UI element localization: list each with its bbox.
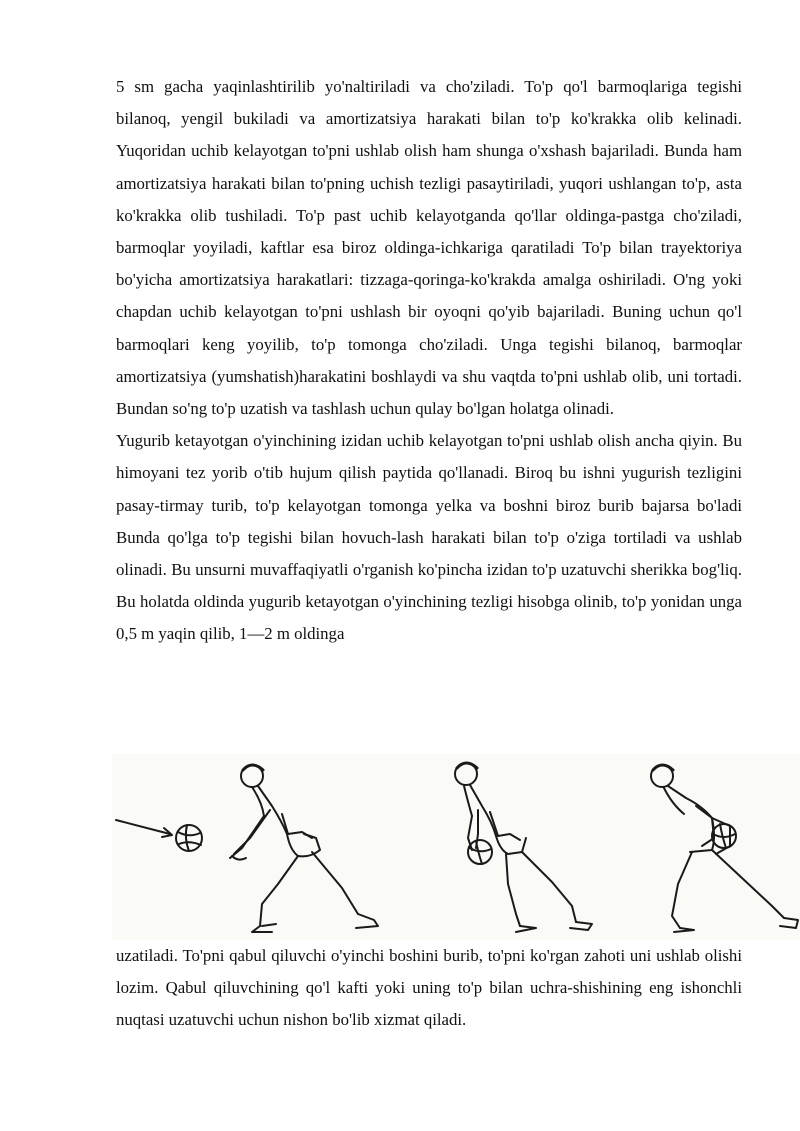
text-block-bottom (116, 940, 742, 1037)
player-figure-3 (651, 765, 798, 932)
illustration-svg (112, 754, 800, 940)
ball-catching-illustration (112, 754, 800, 940)
text-block-top (116, 71, 742, 651)
player-figure-2 (455, 763, 592, 932)
trajectory-arrow-icon (116, 820, 172, 837)
paragraph-2: Yugurib ketayotgan o'yinchining izidan uchib kelayotgan to'pni ushlab olish ancha qiyin. Bu himoyani tez yorib o'tib hujum qilish paytida qo'llanadi. Biroq bu ishni yugurish tezligini pasay-tirmay turib, to'p kelayotgan tomonga yelka va boshni biroz burib bajarsa bo'ladi Bunda qo'lga to'p tegishi bilan hovuch-lash harakati bilan to'p o'ziga tortiladi va ushlab olinadi. Bu unsurni muvaffaqiyatli o'rganish ko'pincha izidan to'p uzatuvchi sherikka bog'liq. Bu holatda oldinda yugurib ketayotgan o'yinchining tezligi hisobga olinib, to'p yonidan unga 0,5 m yaqin qilib, 1—2 m oldinga (116, 431, 742, 644)
paragraph-3: uzatiladi. To'pni qabul qiluvchi o'yinchi boshini burib, to'pni ko'rgan zahoti uni ushlab olishi lozim. Qabul qiluvchining qo'l kafti yoki uning to'p bilan uchra-shishining eng ishonchli nuqtasi uzatuvchi uchun nishon bo'lib xizmat qiladi. (116, 946, 742, 1030)
paragraph-1: 5 sm gacha yaqinlashtirilib yo'naltiriladi va cho'ziladi. To'p qo'l barmoqlariga tegishi bilanoq, yengil bukiladi va amortizatsiya harakati bilan to'p ko'krakka olib kelinadi. Yuqoridan uchib kelayotgan to'pni ushlab olish ham shunga o'xshash bajariladi. Bunda ham amortizatsiya harakati bilan to'pning uchish tezligi pasaytiriladi, yuqori ushlangan to'p, asta ko'krakka olib tushiladi. To'p past uchib kelayotganda qo'llar oldinga-pastga cho'ziladi, barmoqlar yoyiladi, kaftlar esa biroz oldinga-ichkariga qaratiladi To'p bilan trayektoriya bo'yicha amortizatsiya harakatlari: tizzaga-qoringa-ko'krakda amalga oshiriladi. O'ng yoki chapdan uchib kelayotgan to'pni ushlash bir oyoqni qo'yib bajariladi. Buning uchun qo'l barmoqlari keng yoyilib, to'p tomonga cho'ziladi. Unga tegishi bilanoq, barmoqlar amortizatsiya (yumshatish)harakatini boshlaydi va shu vaqtda to'pni ushlab olib, uni tortadi. Bundan so'ng to'p uzatish va tashlash uchun qulay bo'lgan holatga olinadi. (116, 77, 742, 419)
ball-icon (176, 825, 202, 851)
player-figure-1 (230, 765, 378, 932)
